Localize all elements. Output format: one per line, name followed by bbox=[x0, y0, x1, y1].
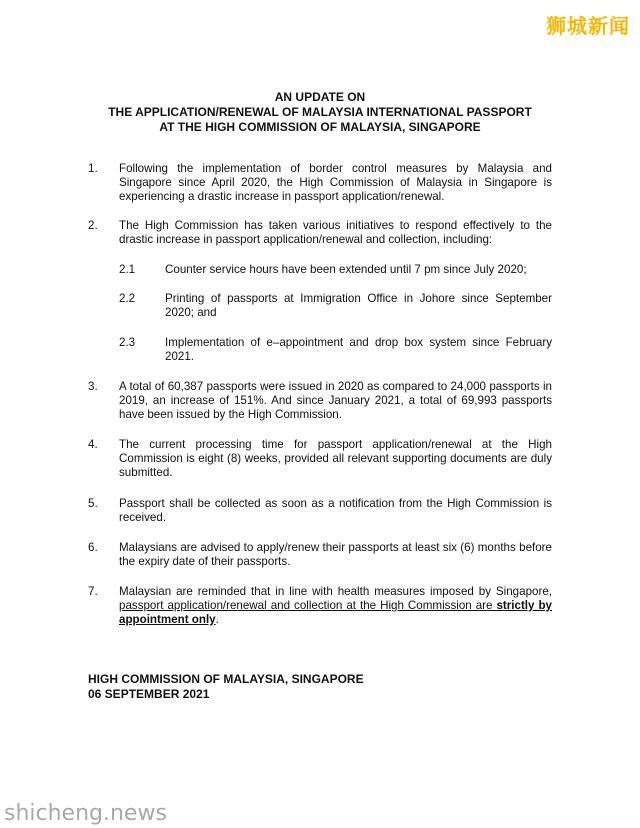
paragraph-text: Passport shall be collected as soon as a notification from the High Commission is received. bbox=[119, 497, 552, 524]
issuer-name: HIGH COMMISSION OF MALAYSIA, SINGAPORE bbox=[88, 672, 364, 686]
paragraph-text: A total of 60,387 passports were issued in 2020 as compared to 24,000 passports in 2019, an increase of 151%. And since January 2021, a total of 69,993 passports have been issued by the High Commission. bbox=[119, 380, 552, 421]
paragraph-number: 6. bbox=[88, 541, 98, 554]
sub-item-number: 2.3 bbox=[119, 336, 136, 349]
document-title bbox=[0, 90, 640, 135]
watermark-bottom: shicheng.news bbox=[4, 801, 167, 826]
sub-item-text: Printing of passports at Immigration Office in Johore since September 2020; and bbox=[165, 292, 552, 319]
title-line-3: AT THE HIGH COMMISSION OF MALAYSIA, SINGAPORE bbox=[159, 120, 481, 134]
paragraph-number: 3. bbox=[88, 380, 98, 393]
watermark-top: 狮城新闻 bbox=[546, 14, 630, 38]
paragraph-text-end: . bbox=[215, 613, 219, 626]
paragraph-number: 1. bbox=[88, 162, 98, 175]
title-line-1: AN UPDATE ON bbox=[274, 90, 366, 104]
sub-item-text: Counter service hours have been extended until 7 pm since July 2020; bbox=[165, 263, 527, 276]
paragraph-text: Following the implementation of border control measures by Malaysia and Singapore since April 2020, the High Commission of Malaysia in Singapore is experiencing a drastic increase in passport application/renewal. bbox=[119, 162, 552, 203]
appointment-only-emphasis: strictly by appointment only bbox=[119, 599, 552, 626]
sub-item-text: Implementation of e–appointment and drop box system since February 2021. bbox=[165, 336, 552, 363]
paragraph-number: 4. bbox=[88, 438, 98, 451]
issue-date: 06 SEPTEMBER 2021 bbox=[88, 687, 210, 701]
paragraph-text: The High Commission has taken various initiatives to respond effectively to the drastic increase in passport application/renewal and collection, including: bbox=[119, 219, 552, 246]
signature-block bbox=[88, 672, 364, 702]
paragraph-number: 5. bbox=[88, 497, 98, 510]
paragraph-number: 7. bbox=[88, 585, 98, 598]
paragraph-text: The current processing time for passport application/renewal at the High Commission is eight (8) weeks, provided all relevant supporting documents are duly submitted. bbox=[119, 438, 552, 479]
sub-item-number: 2.2 bbox=[119, 292, 136, 305]
paragraph-text-underlined: passport application/renewal and collection at the High Commission are bbox=[119, 599, 497, 612]
title-line-2: THE APPLICATION/RENEWAL OF MALAYSIA INTERNATIONAL PASSPORT bbox=[108, 105, 532, 119]
paragraph-text-plain: Malaysian are reminded that in line with health measures imposed by Singapore, bbox=[119, 585, 552, 598]
sub-item-number: 2.1 bbox=[119, 263, 136, 276]
paragraph-text: Malaysians are advised to apply/renew their passports at least six (6) months before the expiry date of their passports. bbox=[119, 541, 552, 568]
paragraph-number: 2. bbox=[88, 219, 98, 232]
paragraph-text bbox=[119, 585, 552, 627]
